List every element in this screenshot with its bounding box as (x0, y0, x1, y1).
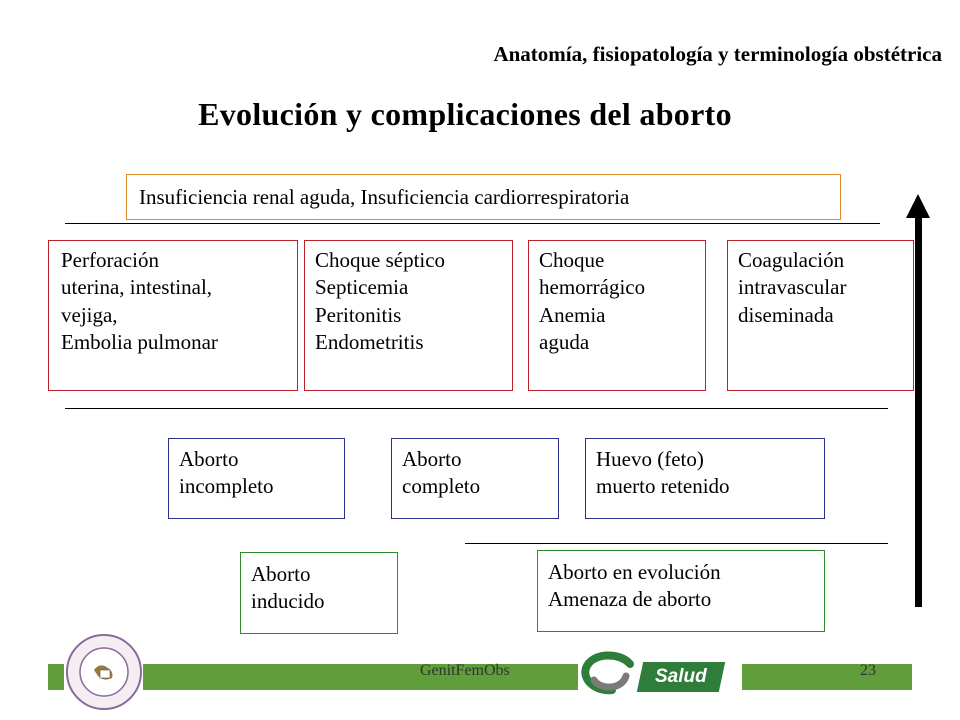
box-line: Coagulación (738, 248, 845, 272)
box-line: hemorrágico (539, 275, 646, 300)
box-line: Aborto en evolución (548, 560, 721, 584)
box-line: Aborto (402, 447, 462, 471)
page-number: 23 (860, 662, 876, 679)
footer-bar-center (143, 664, 578, 690)
box-line: Aborto (251, 562, 311, 586)
dic-box (727, 240, 914, 391)
box-line: inducido (251, 589, 325, 614)
incomplete-abortion-box (168, 438, 345, 519)
induced-abortion-box (240, 552, 398, 634)
box-line: Huevo (feto) (596, 447, 704, 471)
header-subtitle: Anatomía, fisiopatología y terminología obstétrica (493, 42, 942, 66)
swirl-logo-icon (578, 650, 638, 696)
footer-center-text: GenitFemObs (420, 662, 510, 679)
box-line: Endometritis (315, 329, 424, 354)
hemorrhagic-shock-box (528, 240, 706, 391)
box-line: Anemia (539, 302, 606, 327)
slide-title: Evolución y complicaciones del aborto (198, 96, 732, 132)
box-line: muerto retenido (596, 474, 730, 499)
divider-line (65, 223, 880, 224)
box-line: Peritonitis (315, 302, 402, 327)
box-line: completo (402, 474, 481, 499)
retained-dead-fetus-box (585, 438, 825, 519)
abortion-in-progress-box (537, 550, 825, 632)
divider-line (465, 543, 888, 544)
box-line: Amenaza de aborto (548, 587, 712, 612)
box-line: Embolia pulmonar (61, 329, 218, 354)
septic-shock-box (304, 240, 513, 391)
perforation-box (48, 240, 298, 391)
box-line: aguda (539, 329, 590, 354)
salud-logo (637, 662, 725, 692)
box-line: Choque séptico (315, 248, 446, 272)
footer-bar-left (48, 664, 64, 690)
box-line: Septicemia (315, 275, 409, 300)
box-line: Insuficiencia renal aguda, Insuficiencia cardiorrespiratoria (139, 185, 630, 209)
box-line: intravascular (738, 275, 847, 300)
complete-abortion-box (391, 438, 559, 519)
box-line: uterina, intestinal, (61, 275, 213, 300)
salud-brand-text: Salud (655, 666, 707, 687)
cemece-logo (64, 632, 144, 712)
footer-bar-right (742, 664, 912, 690)
box-line: Perforación (61, 248, 159, 272)
box-line: Choque (539, 248, 605, 272)
box-line: diseminada (738, 302, 834, 327)
up-arrow-shaft (915, 214, 922, 607)
renal-cardio-box (126, 174, 841, 220)
box-line: Aborto (179, 447, 239, 471)
box-line: vejiga, (61, 302, 118, 327)
divider-line (65, 408, 888, 409)
box-line: incompleto (179, 474, 274, 499)
